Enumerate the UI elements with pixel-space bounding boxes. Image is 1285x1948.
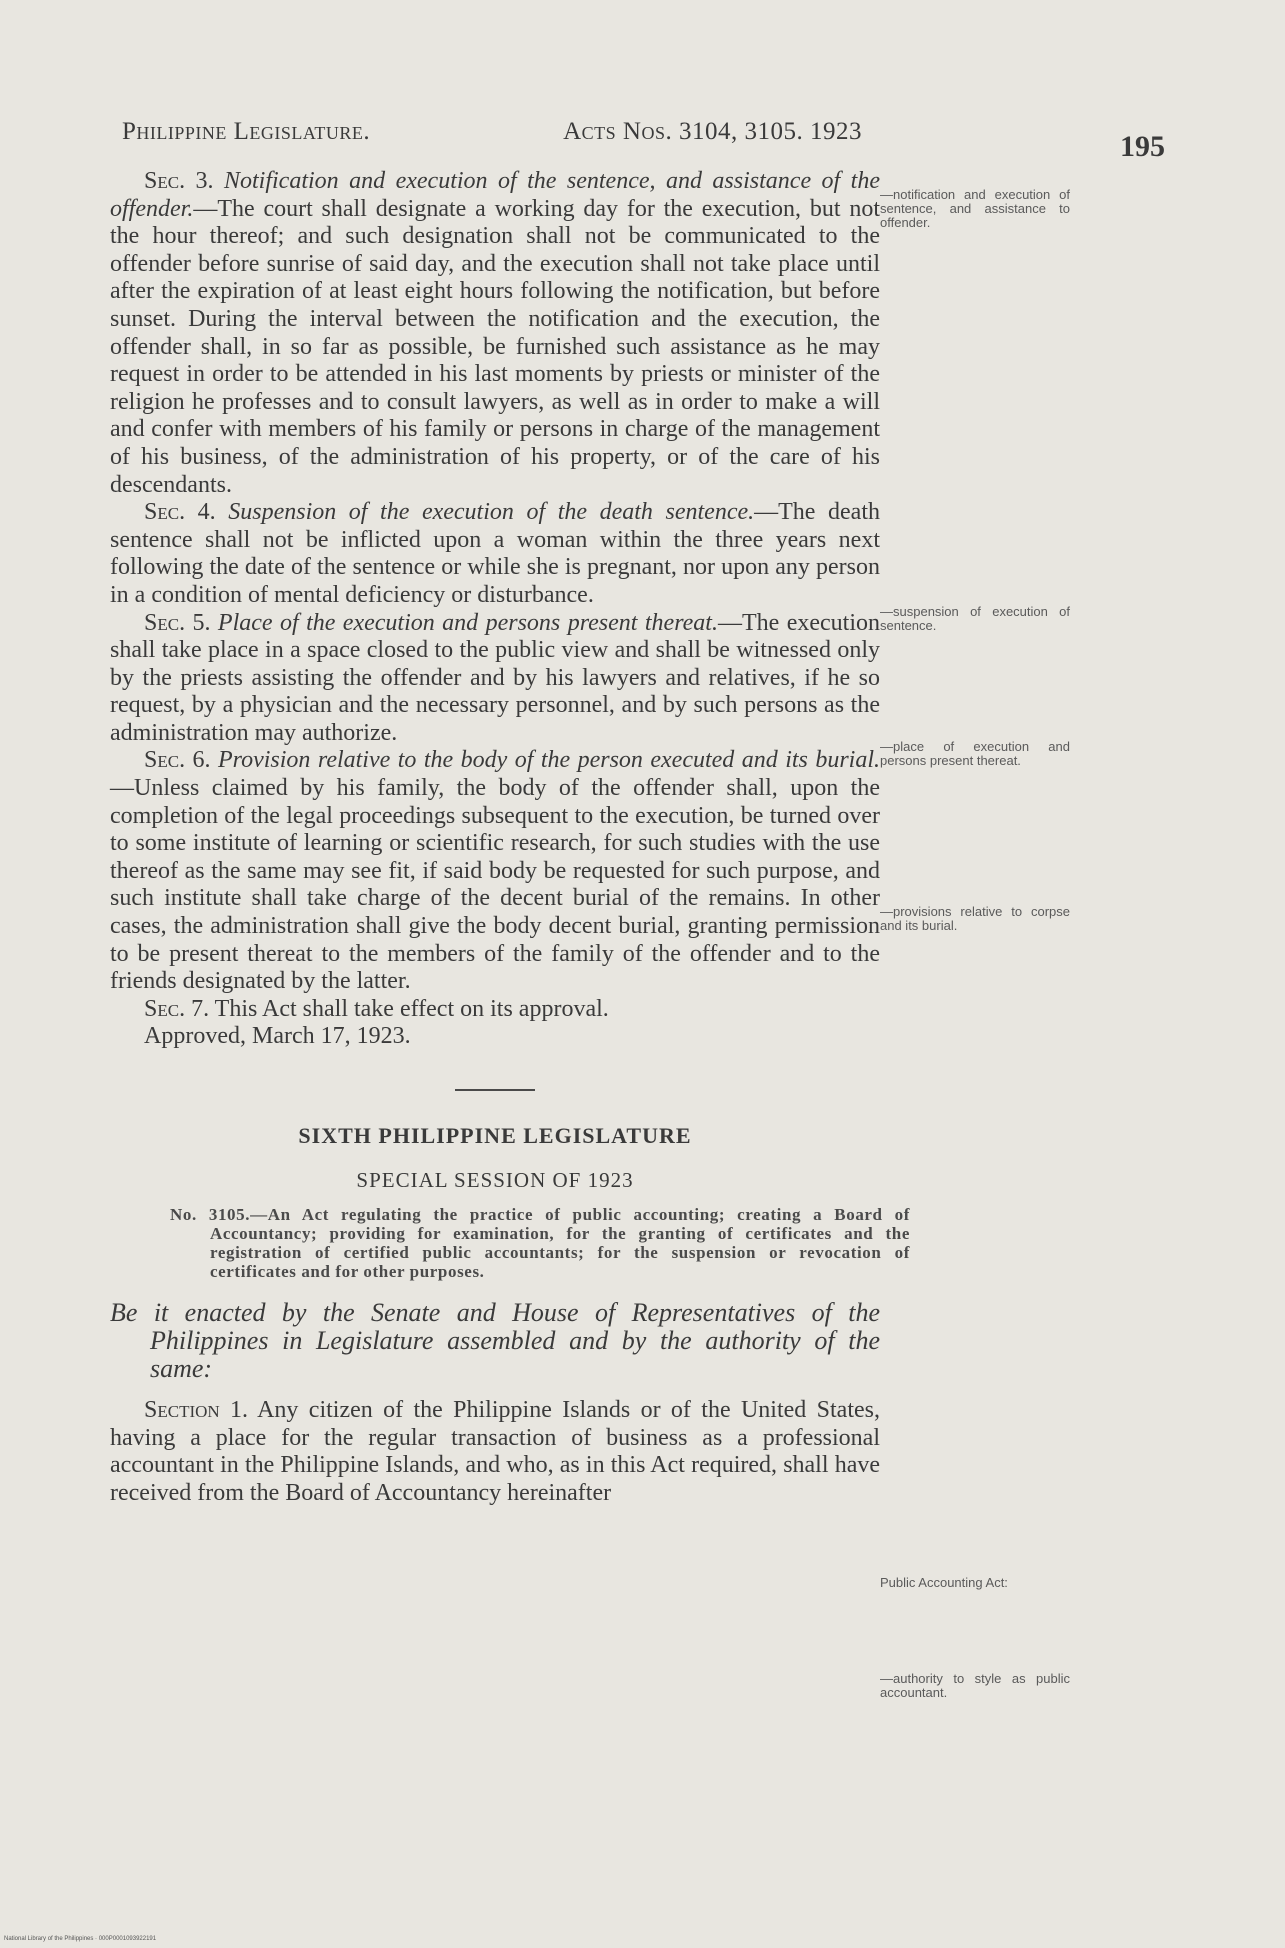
section-text: —The execution shall take place in a space closed to the public view and shall be witnessed only by the priests assisting the offender and by his lawyers and relatives, if he so request, by a physician and the necessary personnel, and by such persons as the administration may authorize. — [110, 609, 880, 746]
section-label: Sec. 5. — [144, 609, 211, 636]
running-head-acts: Acts Nos. 3104, 3105. — [563, 118, 804, 145]
approval-date: Approved, March 17, 1923. — [144, 1023, 411, 1050]
margin-note-authority: —authority to style as public accountant. — [880, 1671, 1070, 1700]
running-head-left: Philippine Legislature. — [122, 118, 371, 145]
section-caption: Notification and execution of the sentence, and assistance of the offender. — [110, 168, 880, 222]
section-label: Sec. 4. — [144, 499, 216, 526]
running-head-center — [563, 118, 862, 146]
act-summary: No. 3105.—An Act regulating the practice of public accounting; creating a Board of Accountancy; providing for examination, for the granting of certificates and the registration of certified public accountants; for the suspension or revocation of certificates and for other purposes. — [170, 1205, 910, 1281]
margin-note-provisions: —provisions relative to corpse and its burial. — [880, 904, 1070, 933]
section-5 — [110, 610, 880, 748]
scan-footer: National Library of the Philippines · 000P0001093922191 — [4, 1936, 157, 1942]
section-1 — [110, 1397, 880, 1507]
margin-note-suspension: —suspension of execution of sentence. — [880, 604, 1070, 633]
section-4 — [110, 499, 880, 609]
section-7 — [110, 996, 880, 1024]
margin-note-place: —place of execution and persons present thereat. — [880, 739, 1070, 768]
section-caption: Suspension of the execution of the death sentence. — [228, 499, 755, 526]
page-number: 195 — [1120, 130, 1165, 163]
enacting-clause: Be it enacted by the Senate and House of Representatives of the Philippines in Legislature assembled and by the authority of the same: — [110, 1298, 880, 1383]
margin-note-public-accounting: Public Accounting Act: — [880, 1575, 1008, 1590]
section-text: —The court shall designate a working day for the execution, but not the hour thereof; and such designation shall not be communicated to the offender before sunrise of said day, and the execution shall not take place until after the expiration of at least eight hours following the notification, but before sunset. During the interval between the notification and the execution, the offender shall, in so far as possible, be furnished such assistance as he may request in order to be attended in his last moments by priests or minister of the religion he professes and to consult lawyers, as well as in order to make a will and confer with members of his family or persons in charge of the management of his business, of the administration of his property, or of the care of his descendants. — [110, 195, 880, 498]
running-head — [122, 118, 862, 146]
session-heading: SPECIAL SESSION OF 1923 — [356, 1168, 634, 1192]
section-label: Sec. 6. — [144, 747, 211, 774]
section-text: —Unless claimed by his family, the body of the offender shall, upon the completion of the legal proceedings subsequent to the execution, be turned over to some institute of learning or scientific research, for such studies with the use thereof as the same may see fit, if said body be requested for such purpose, and such institute shall take charge of the decent burial of the remains. In other cases, the administration shall give the body decent burial, granting permission to be present thereat to the members of the family of the offender and to the friends designated by the latter. — [110, 775, 880, 995]
section-6 — [110, 747, 880, 995]
section-caption: Place of the execution and persons present thereat. — [217, 609, 718, 636]
main-text-column — [110, 168, 910, 1507]
section-3 — [110, 168, 880, 499]
section-text: —The death sentence shall not be inflicted upon a woman within the three years next following the date of the sentence or while she is pregnant, nor upon any person in a condition of mental deficiency or disturbance. — [110, 499, 881, 608]
section-label: Sec. 3. — [144, 168, 214, 194]
running-head-year: 1923 — [810, 118, 862, 145]
section-label: Sec. 7. — [144, 995, 210, 1022]
section-label: Section 1. — [144, 1397, 249, 1423]
margin-note-notification: —notification and execution of sentence, and assistance to offender. — [880, 187, 1070, 230]
section-caption: Provision relative to the body of the person executed and its burial. — [217, 747, 881, 774]
section-divider — [110, 1051, 880, 1121]
section-text: This Act shall take effect on its approval. — [214, 995, 609, 1022]
divider-rule — [455, 1089, 535, 1091]
legislature-heading: SIXTH PHILIPPINE LEGISLATURE — [298, 1123, 692, 1148]
section-text: Any citizen of the Philippine Islands or of the United States, having a place for the regular transaction of business as a professional accountant in the Philippine Islands, and who, as in this Act required, shall have received from the Board of Accountancy hereinafter — [110, 1397, 880, 1506]
